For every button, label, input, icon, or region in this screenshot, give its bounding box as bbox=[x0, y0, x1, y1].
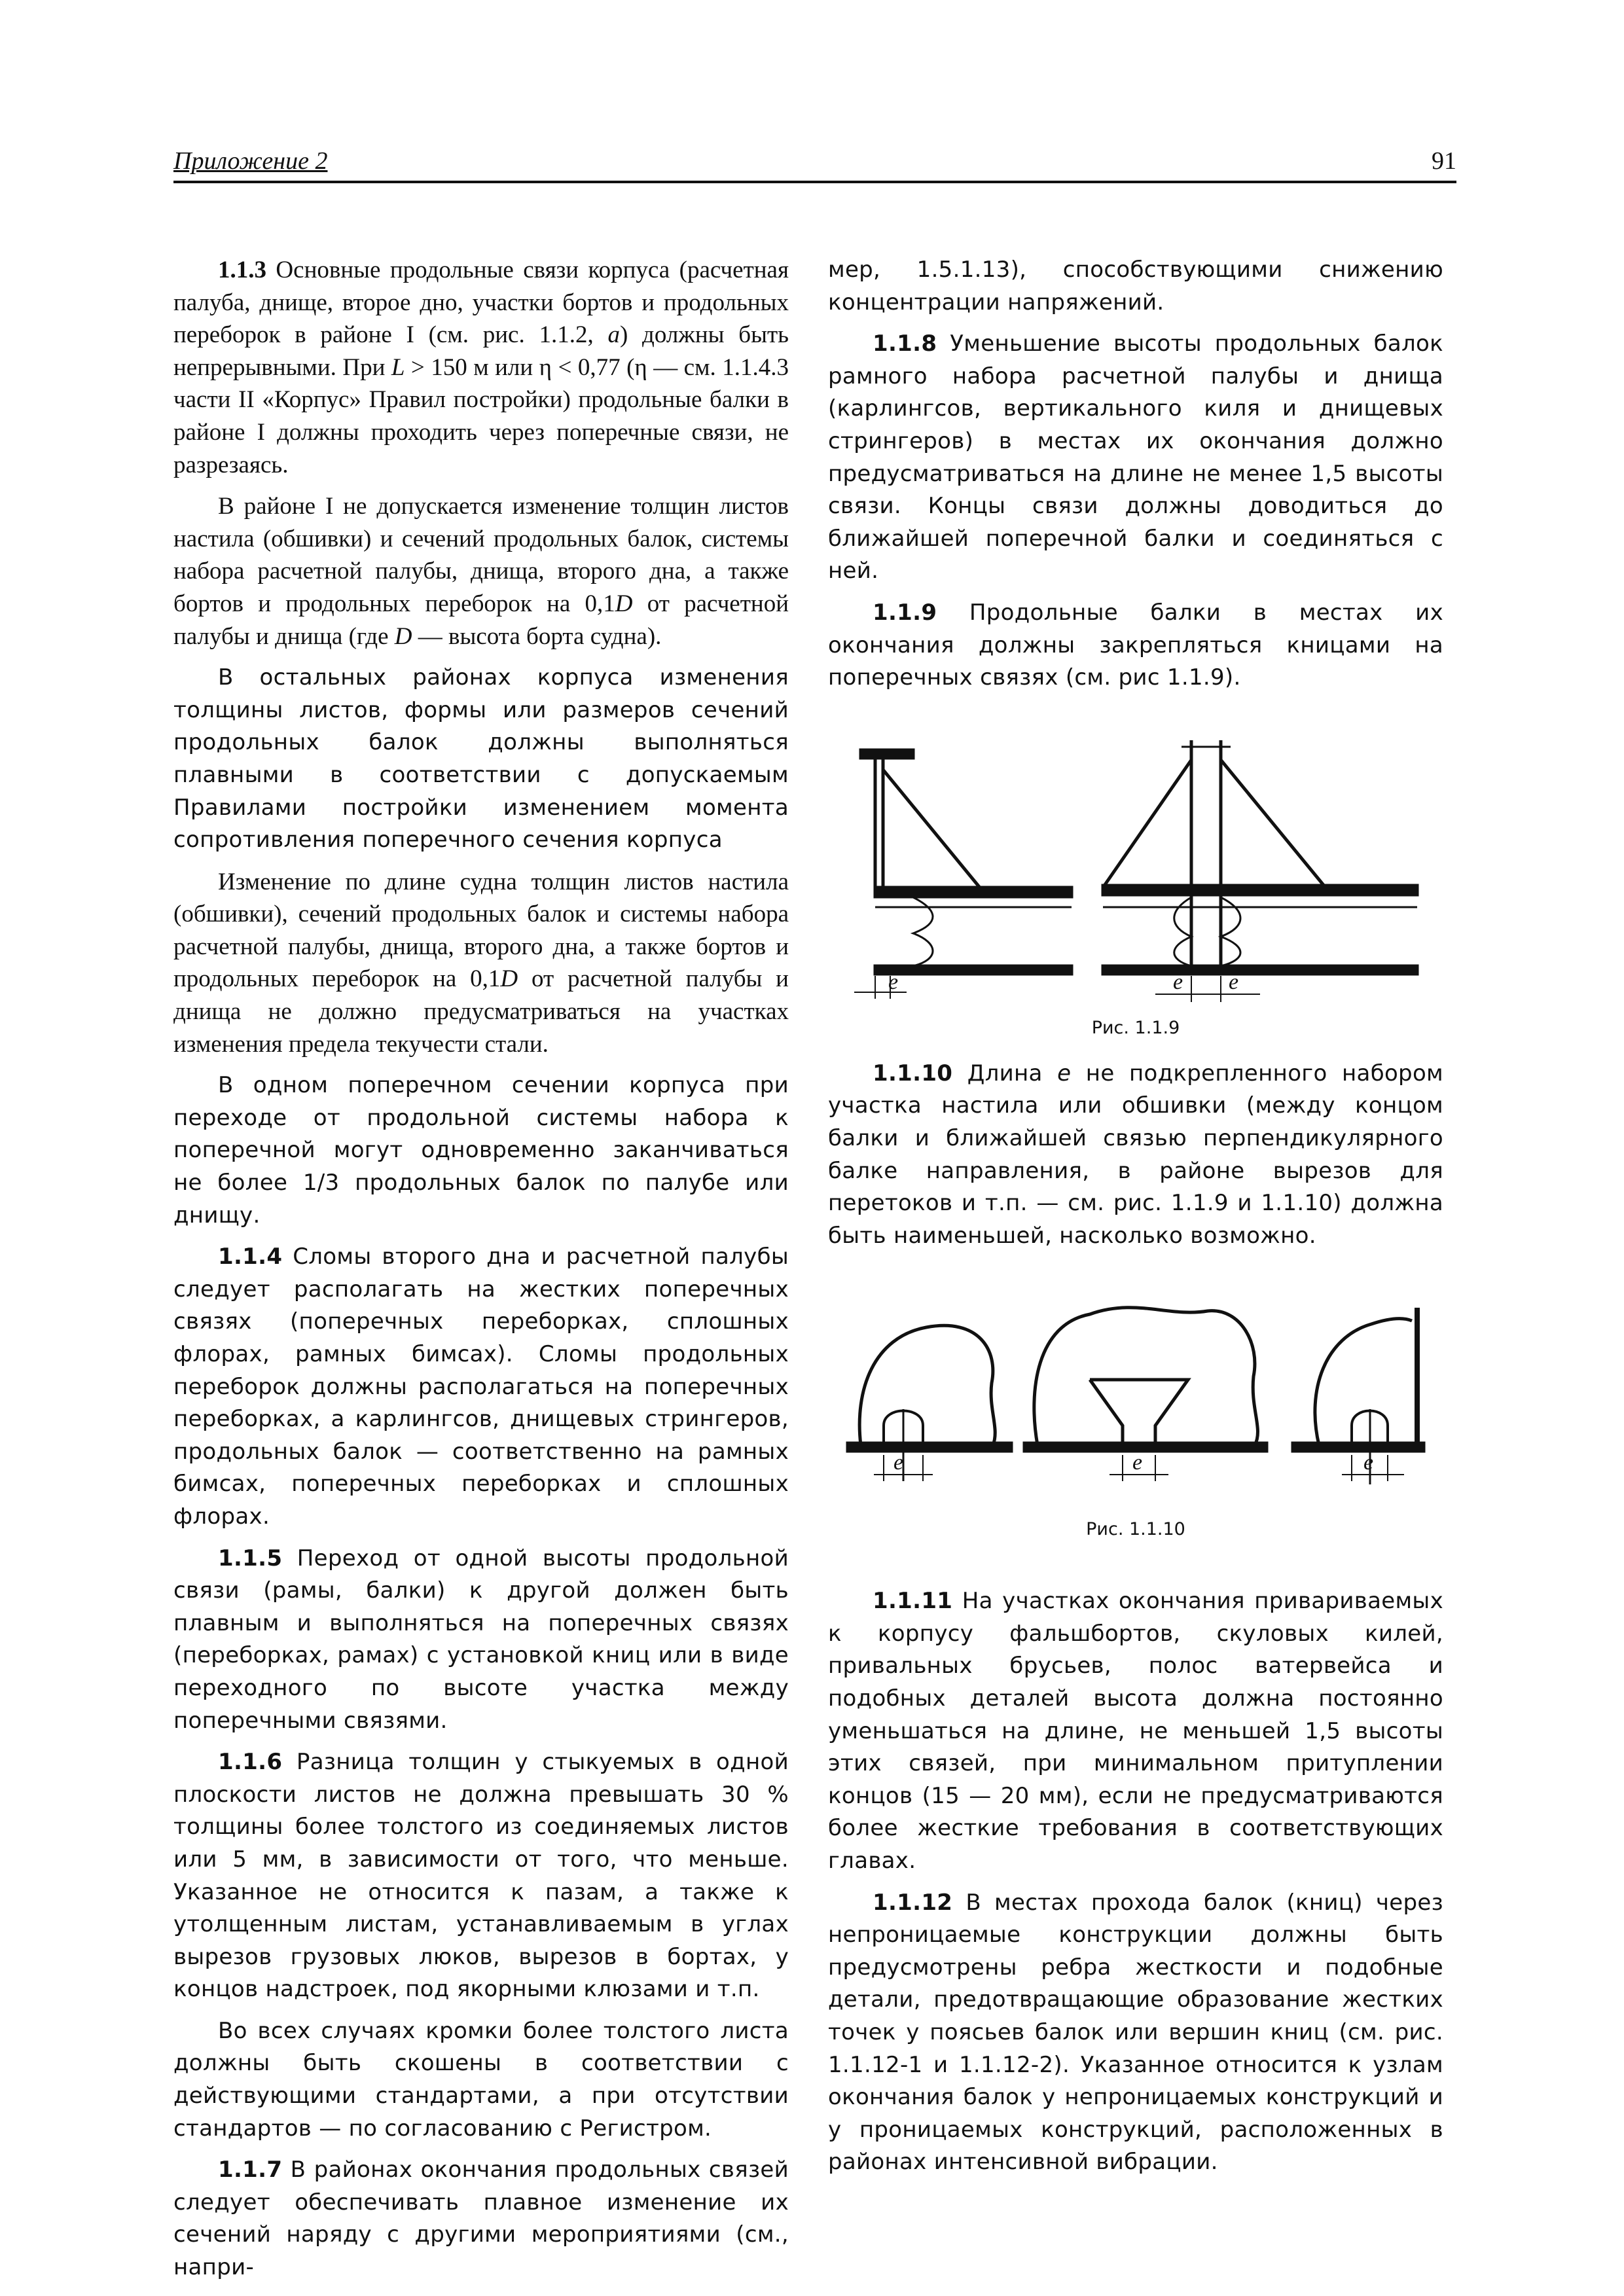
paragraph bbox=[173, 1543, 789, 1738]
paragraph-text: Сломы второго дна и расчетной палубы следует располагать на жестких поперечных связях (поперечных переборках, сплошных флорах, рамных бимсах). Сломы продольных переборок должны располагаться на поперечных переборках, а карлингсов, днищевых стрингеров, продольных балок — соответственно на рамных бимсах, поперечных переборках и сплошных флорах. bbox=[173, 1244, 789, 1530]
paragraph-text: Основные продольные связи корпуса (расчетная палуба, днище, второе дно, участки бортов и продольных переборок в районе I (см. рис. 1.1.2, bbox=[173, 257, 789, 349]
paragraph bbox=[173, 1746, 789, 2006]
section-number: 1.1.12 bbox=[873, 1889, 953, 1916]
paragraph-text: В одном поперечном сечении корпуса при переходе от продольной системы набора к поперечной могут одновременно заканчиваться не более 1/3 продольных балок по палубе или днищу. bbox=[173, 1072, 789, 1229]
paragraph bbox=[173, 662, 789, 857]
paragraph-text: В районе I не допускается изменение толщин листов настила (обшивки) и сечений продольных балок, системы набора расчетной палубы, днища, второго дна, а также бортов и продольных переборок на 0,1 bbox=[173, 493, 789, 617]
paragraph-text: Уменьшение высоты продольных балок рамного набора расчетной палубы и днища (карлингсов, вертикального киля и днищевых стрингеров) в местах их окончания должно предусматриваться на длине не менее 1,5 высоты связи. Концы связи должны доводиться до ближайшей поперечной балки и соединяться с ней. bbox=[828, 331, 1443, 584]
paragraph bbox=[828, 1058, 1443, 1253]
paragraph bbox=[173, 1069, 789, 1232]
paragraph bbox=[173, 1241, 789, 1533]
page-number: 91 bbox=[1432, 147, 1456, 175]
paragraph bbox=[173, 254, 789, 481]
paragraph bbox=[173, 866, 789, 1061]
page-header bbox=[173, 143, 1456, 183]
figure-1-1-9 bbox=[828, 740, 1443, 1038]
figure-1-1-10-caption: Рис. 1.1.10 bbox=[1086, 1519, 1185, 1540]
fig119-label-e3: e bbox=[1229, 969, 1239, 994]
right-column-top bbox=[828, 254, 1443, 694]
left-column bbox=[173, 254, 789, 2293]
section-number: 1.1.5 bbox=[218, 1545, 283, 1571]
fig1110-label-e2: e bbox=[1132, 1450, 1143, 1475]
bottom-plate-right bbox=[1103, 966, 1417, 974]
italic-symbol: D bbox=[615, 590, 633, 617]
longitudinal-flange-left bbox=[875, 888, 1072, 897]
paragraph-text: Длина bbox=[952, 1060, 1058, 1086]
section-number: 1.1.6 bbox=[218, 1749, 283, 1776]
paragraph-text: мер, 1.5.1.13), способствующими снижению концентрации напряжений. bbox=[828, 257, 1443, 315]
paragraph bbox=[173, 2154, 789, 2284]
paragraph-text: не подкрепленного набором участка настила или обшивки (между концом балки и ближайшей связью перпендикулярного балке направления, в районе вырезов для перетоков и т.п. — см. рис. 1.1.9 и 1.1.10) должна быть наименьшей, насколько возможно. bbox=[828, 1060, 1443, 1249]
paragraph bbox=[173, 490, 789, 653]
paragraph bbox=[173, 2015, 789, 2145]
paragraph-text: от расчетной палубы и днища не должно предусматриваться на участках изменения предела текучести стали. bbox=[173, 965, 789, 1058]
paragraph-text: ) должны быть непрерывными. При bbox=[173, 321, 789, 381]
paragraph-text: На участках окончания привариваемых к корпусу фальшбортов, скуловых килей, привальных брусьев, полос ватервейса и подобных деталей высота должна постоянно уменьшаться на длине, не меньшей 1,5 высоты этих связей, при минимальном притуплении концов (15 — 20 мм), если не предусматриваются более жесткие требования в соответствующих главах. bbox=[828, 1588, 1443, 1874]
paragraph-text: от расчетной палубы и днища (где bbox=[173, 590, 789, 650]
paragraph bbox=[828, 1585, 1443, 1877]
cutout-outline-right bbox=[1315, 1319, 1412, 1445]
section-number: 1.1.3 bbox=[218, 257, 266, 283]
paragraph-text: В районах окончания продольных связей следует обеспечивать плавное изменение их сечений наряду с другими мероприятиями (см., напри- bbox=[173, 2157, 789, 2281]
figure-1-1-9-caption: Рис. 1.1.9 bbox=[1091, 1017, 1180, 1038]
deck-flange-left bbox=[861, 750, 913, 758]
section-number: 1.1.11 bbox=[873, 1588, 953, 1615]
fig119-label-e1: e bbox=[888, 969, 899, 994]
header-title: Приложение 2 bbox=[173, 147, 328, 175]
paragraph bbox=[828, 328, 1443, 588]
section-number: 1.1.7 bbox=[218, 2157, 283, 2183]
cutout-outline-left bbox=[859, 1326, 995, 1446]
figure-1-1-9-drawing bbox=[828, 740, 1443, 1015]
paragraph-text: В местах прохода балок (книц) через непроницаемые конструкции должны быть предусмотрены ребра жесткости и подобные детали, предотвращающие образование жестких точек у поясьев балок или вершин книц (см. рис. 1.1.12-1 и 1.1.12-2). Указанное относится к узлам окончания балок у непроницаемых конструкций и у проницаемых конструкций, расположенных в районах интенсивной вибрации. bbox=[828, 1889, 1443, 2176]
fig1110-label-e1: e bbox=[893, 1450, 904, 1475]
paragraph-text: Продольные балки в местах их окончания должны закрепляться кницами на поперечных связях (см. рис 1.1.9). bbox=[828, 599, 1443, 691]
section-number: 1.1.8 bbox=[873, 331, 937, 357]
cutout-outline-middle bbox=[1034, 1308, 1258, 1445]
paragraph-text: Разница толщин у стыкуемых в одной плоскости листов не должна превышать 30 % толщины более толстого из соединяемых листов или 5 мм, в зависимости от того, что меньше. Указанное не относится к пазам, а также к утолщенным листам, устанавливаемым в углах вырезов грузовых люков, вырезов в бортах, у концов надстроек, под якорными клюзами и т.п. bbox=[173, 1749, 789, 2003]
italic-symbol: e bbox=[1057, 1060, 1072, 1086]
paragraph bbox=[828, 1887, 1443, 2179]
italic-symbol: L bbox=[391, 353, 405, 381]
paragraph-text: Изменение по длине судна толщин листов настила (обшивки), сечений продольных балок и системы набора расчетной палубы, днища, второго дна, а также бортов и продольных переборок на 0,1 bbox=[173, 868, 789, 993]
right-column-bottom bbox=[828, 1585, 1443, 2179]
italic-symbol: D bbox=[500, 965, 518, 993]
figure-1-1-10-drawing bbox=[828, 1291, 1443, 1507]
section-number: 1.1.9 bbox=[873, 599, 937, 626]
fig1110-label-e3: e bbox=[1363, 1450, 1374, 1475]
paragraph-text: Во всех случаях кромки более толстого листа должны быть скошены в соответствии с действующими стандартами, а при отсутствии стандартов — по согласованию с Регистром. bbox=[173, 2017, 789, 2142]
section-number: 1.1.10 bbox=[873, 1060, 953, 1086]
longitudinal-flange-right bbox=[1103, 886, 1417, 895]
italic-symbol: D bbox=[394, 622, 412, 650]
paragraph bbox=[828, 597, 1443, 694]
paragraph-text: Переход от одной высоты продольной связи (рамы, балки) к другой должен быть плавным и выполняться на поперечных связях (переборках, рамах) с установкой книц или в виде переходного по высоте участка между поперечными связями. bbox=[173, 1545, 789, 1734]
paragraph-text: В остальных районах корпуса изменения толщины листов, формы или размеров сечений продольных балок должны выполняться плавными в соответствии с допускаемым Правилами постройки изменением момента сопротивления поперечного сечения корпуса bbox=[173, 664, 789, 853]
paragraph-text: > 150 м или η < 0,77 (η — см. 1.1.4.3 части II «Корпус» Правил постройки) продольные балки в районе I должны проходить через поперечные связи, не разрезаясь. bbox=[173, 353, 789, 478]
italic-symbol: а bbox=[607, 321, 620, 349]
section-number: 1.1.4 bbox=[218, 1244, 283, 1270]
right-column bbox=[828, 254, 1443, 2188]
fig119-label-e2: e bbox=[1173, 969, 1183, 994]
paragraph bbox=[828, 254, 1443, 319]
paragraph-text: — высота борта судна). bbox=[412, 622, 662, 650]
bottom-plate-left bbox=[875, 966, 1072, 974]
figure-1-1-10 bbox=[828, 1291, 1443, 1539]
right-column-mid bbox=[828, 1058, 1443, 1253]
